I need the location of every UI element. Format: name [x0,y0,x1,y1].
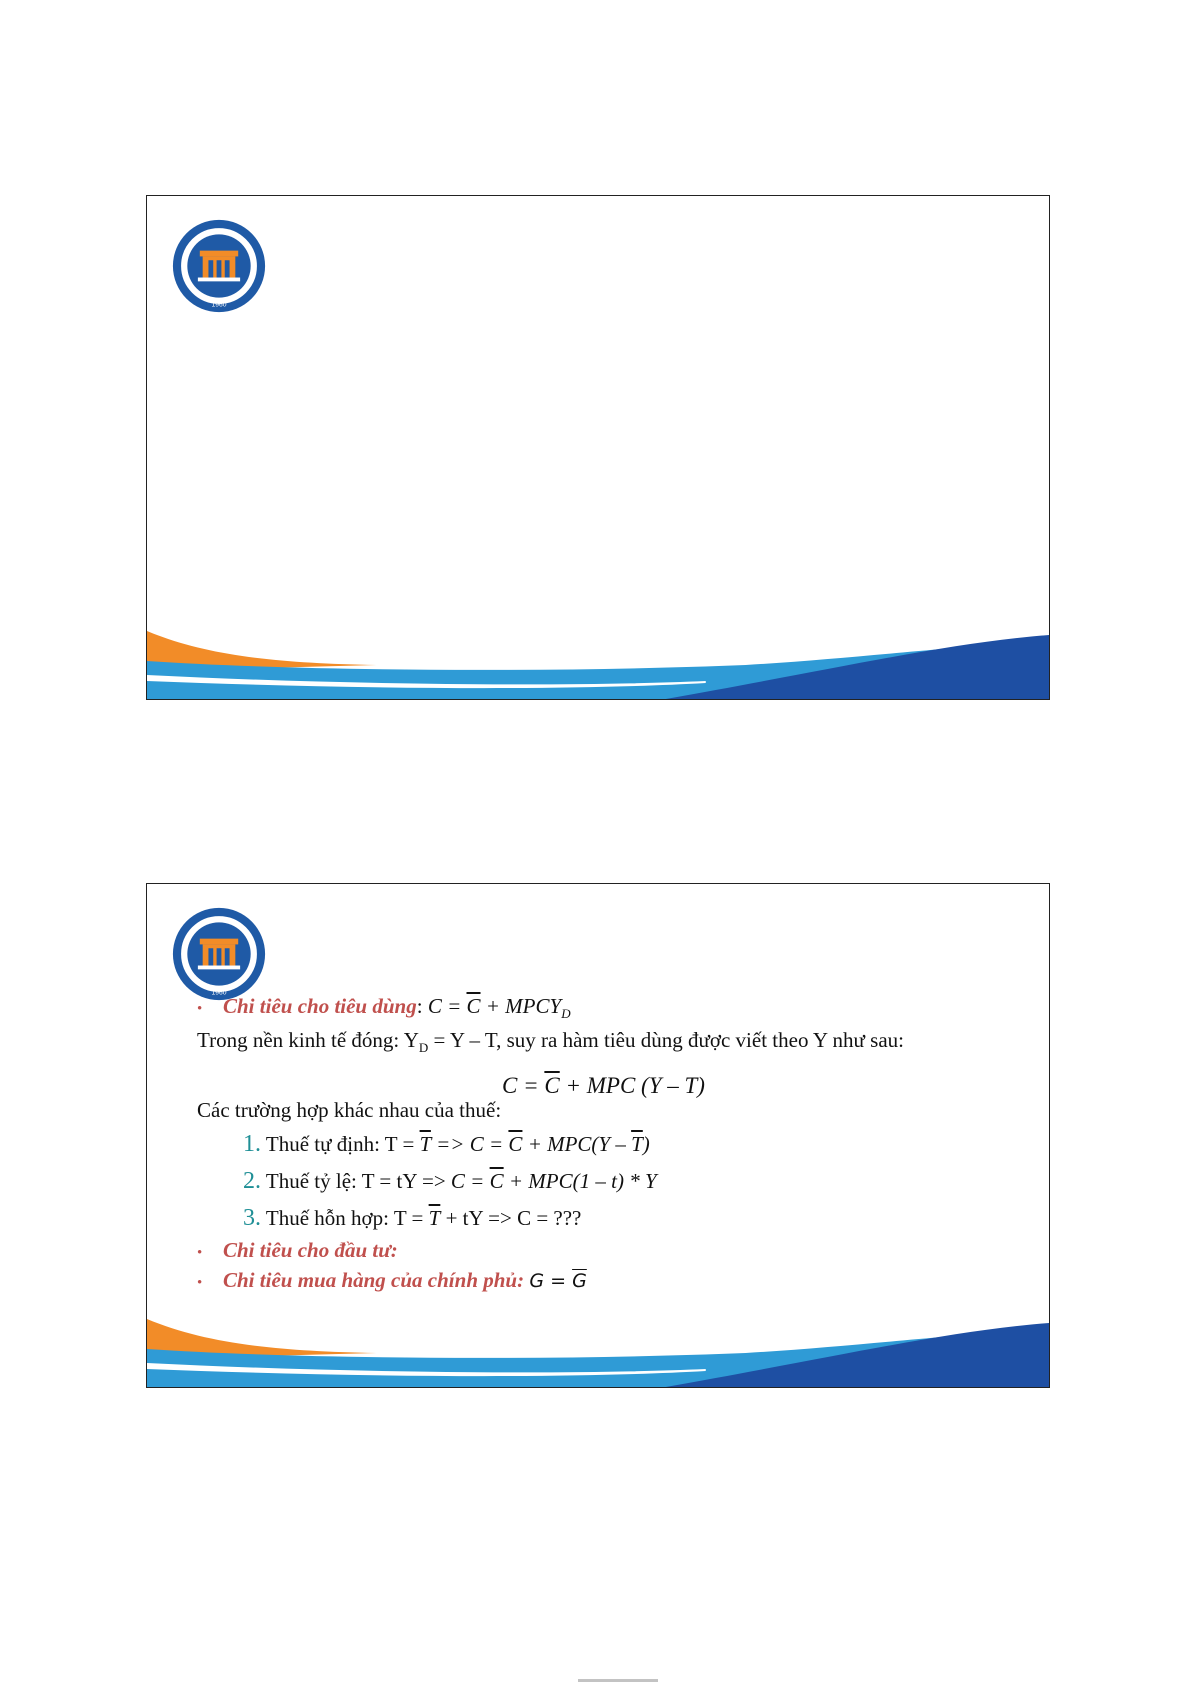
item-number: 2. [243,1168,261,1194]
tax-item-1 [243,1132,650,1156]
gov-formula-a: G = [529,1270,573,1292]
cf-part-a: C = [502,1073,545,1098]
logo-year: 1960 [211,989,227,997]
item-number: 3. [243,1205,261,1231]
closed-economy-text-b: = Y – T, suy ra hàm tiêu dùng được viết theo Y như sau: [428,1028,905,1052]
colon: : [416,994,423,1018]
c-bar: $\overline{C}$ [508,1132,523,1156]
g-bar: $\overline{G}$ [572,1270,587,1292]
slide-2 [146,883,1050,1388]
tax-cases-heading: Các trường hợp khác nhau của thuế: [197,1098,502,1122]
footer-wave [147,631,1049,699]
f-part: + MPC(1 – t) * Y [503,1169,657,1193]
closed-economy-text-a: Trong nền kinh tế đóng: Y [197,1028,419,1052]
t-bar: $\overline{T}$ [631,1132,643,1156]
item-text: Thuế tự định: T = [261,1132,420,1156]
cf-part-b: + MPC (Y – T) [559,1073,705,1098]
footer-wave [147,1319,1049,1387]
f-part: + tY => C = ??? [440,1206,582,1230]
consumption-function [502,1074,705,1097]
bullet-consumption [197,996,571,1020]
t-bar: $\overline{T}$ [428,1206,441,1230]
item-text: Thuế tỷ lệ: T = tY => [261,1169,451,1193]
f-part: C = [450,1169,490,1193]
slide-1 [146,195,1050,700]
item-text: Thuế hỗn hợp: T = [261,1206,429,1230]
bullet-investment [197,1240,398,1261]
bullet-government [197,1270,587,1291]
university-logo [171,218,267,314]
university-logo [171,906,267,1002]
c-bar: $\overline{C}$ [489,1169,504,1193]
government-label: Chi tiêu mua hàng của chính phủ: [223,1268,525,1292]
tax-item-3 [243,1206,581,1230]
f-part: => C = [430,1132,509,1156]
t-bar: $\overline{T}$ [419,1132,431,1156]
consumption-label: Chi tiêu cho tiêu dùng [223,994,417,1018]
cf-bar: $\overline{C}$ [544,1073,560,1098]
bullet-dot: • [197,1001,203,1017]
f-part: + MPC(Y – [522,1132,632,1156]
bullet-dot: • [197,1275,203,1291]
tax-item-2 [243,1169,657,1193]
yd-subscript: D [418,1040,429,1056]
page-bottom-mark [578,1679,658,1682]
f-part: ) [642,1132,650,1156]
bullet-dot: • [197,1245,203,1261]
consumption-formula: $C = \overline{C}$ + $MPCY_D$ [427,994,571,1022]
closed-economy-text [197,1030,904,1054]
item-number: 1. [243,1131,261,1157]
investment-label: Chi tiêu cho đầu tư: [223,1238,398,1262]
formula-subscript: D [561,1006,571,1022]
logo-year: 1960 [211,301,227,309]
